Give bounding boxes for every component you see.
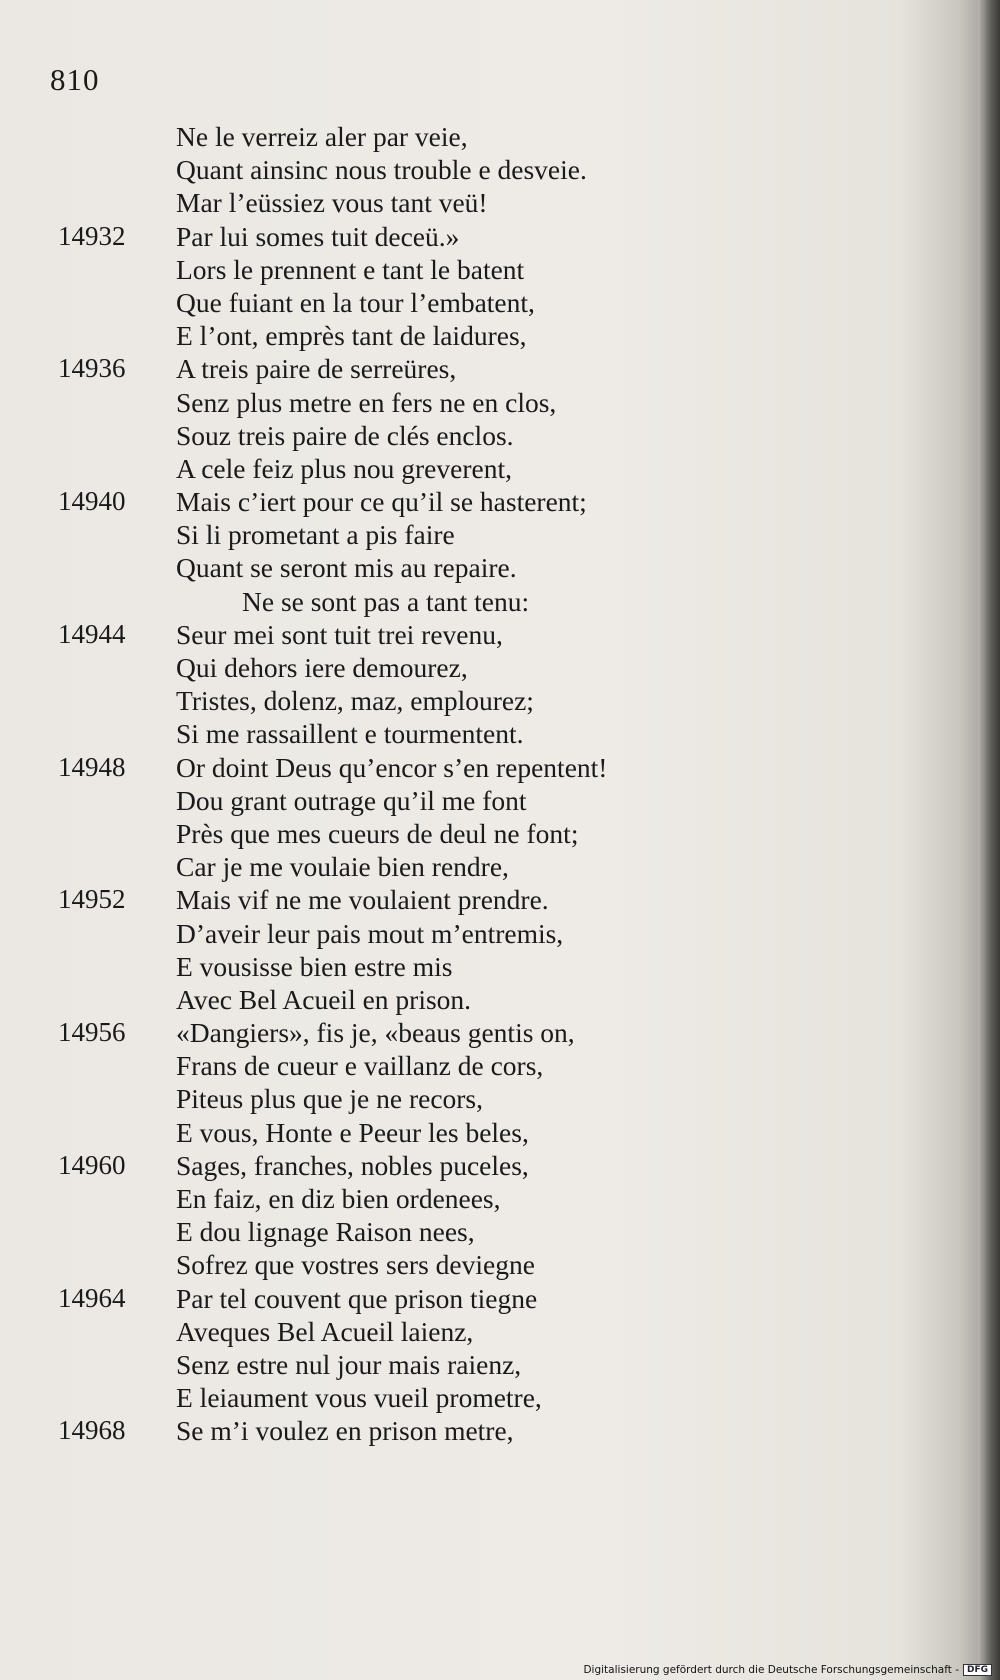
verse-text: Quant se seront mis au repaire.: [176, 552, 517, 584]
verse-text: Sages, franches, nobles puceles,: [176, 1149, 529, 1181]
verse-text: Avec Bel Acueil en prison.: [176, 983, 472, 1015]
verse-line: [0, 585, 960, 618]
verse-text: Par lui somes tuit deceü.»: [176, 220, 460, 252]
line-number: 14936: [58, 353, 126, 384]
verse-text: Or doint Deus qu’encor s’en repentent!: [176, 751, 608, 783]
verse-text: Seur mei sont tuit trei revenu,: [176, 618, 503, 650]
verse-line: [0, 153, 960, 186]
verse-line: [0, 1016, 960, 1049]
verse-line: [0, 120, 960, 153]
verse-line: [0, 485, 960, 518]
verse-text: A treis paire de serreüres,: [176, 353, 457, 385]
verse-text: Qui dehors iere demourez,: [176, 652, 468, 683]
line-number: 14952: [58, 884, 126, 915]
line-number: 14948: [58, 751, 126, 782]
verse-text: Aveques Bel Acueil laienz,: [176, 1315, 474, 1347]
verse-text: Dou grant outrage qu’il me font: [176, 784, 527, 816]
verse-text: Mar l’eüssiez vous tant veü!: [176, 187, 488, 219]
verse-line: [0, 1248, 960, 1281]
verse-line: [0, 1182, 960, 1215]
verse-text: D’aveir leur pais mout m’entremis,: [176, 917, 564, 949]
verse-line: [0, 651, 960, 684]
page-number: 810: [50, 62, 100, 97]
credit-text: Digitalisierung gefördert durch die Deutsche Forschungsgemeinschaft -: [583, 1664, 959, 1676]
verse-line: [0, 319, 960, 352]
verse-line: [0, 419, 960, 452]
verse-text: E l’ont, emprès tant de laidures,: [176, 320, 527, 352]
verse-text: Quant ainsinc nous trouble e desveie.: [176, 154, 587, 186]
verse-text: E leiaument vous vueil prometre,: [176, 1382, 542, 1414]
verse-text: Si me rassaillent e tourmentent.: [176, 718, 524, 750]
verse-line: [0, 1381, 960, 1414]
verse-text: A cele feiz plus nou greverent,: [176, 452, 512, 484]
verse-text: Si li prometant a pis faire: [176, 519, 455, 551]
verse-line: [0, 1149, 960, 1182]
verse-line: [0, 253, 960, 286]
verse-text: Car je me voulaie bien rendre,: [176, 851, 509, 883]
verse-text: E dou lignage Raison nees,: [176, 1216, 475, 1248]
page-edge-shadow: [978, 0, 1000, 1680]
dfg-logo: DFG: [963, 1664, 992, 1676]
verse-text: Mais vif ne me voulaient prendre.: [176, 884, 549, 916]
verse-line: [0, 684, 960, 717]
verse-text: Que fuiant en la tour l’embatent,: [176, 286, 535, 318]
verse-line: [0, 883, 960, 916]
verse-text: Lors le prennent e tant le batent: [176, 253, 525, 285]
verse-line: [0, 186, 960, 219]
line-number: 14960: [58, 1149, 126, 1180]
verse-line: [0, 1116, 960, 1149]
verse-line: [0, 1049, 960, 1082]
verse-line: [0, 917, 960, 950]
verse-text: Senz plus metre en fers ne en clos,: [176, 386, 557, 418]
line-number: 14940: [58, 486, 126, 517]
verse-line: [0, 518, 960, 551]
verse-text: En faiz, en diz bien ordenees,: [176, 1183, 501, 1214]
verse-line: [0, 850, 960, 883]
verse-line: [0, 551, 960, 584]
line-number: 14944: [58, 618, 126, 649]
verse-line: [0, 751, 960, 784]
verse-text: Ne se sont pas a tant tenu:: [242, 585, 530, 617]
verse-list: [0, 120, 960, 1448]
line-number: 14964: [58, 1282, 126, 1313]
verse-line: [0, 1348, 960, 1381]
verse-line: [0, 817, 960, 850]
verse-line: [0, 983, 960, 1016]
verse-text: Se m’i voulez en prison metre,: [176, 1415, 514, 1447]
verse-text: Souz treis paire de clés enclos.: [176, 419, 514, 451]
verse-text: E vousisse bien estre mis: [176, 950, 453, 982]
line-number: 14956: [58, 1017, 126, 1048]
verse-line: [0, 286, 960, 319]
verse-line: [0, 1215, 960, 1248]
verse-line: [0, 950, 960, 983]
digitization-credit: [583, 1664, 992, 1676]
verse-text: Tristes, dolenz, maz, emplourez;: [176, 685, 534, 717]
line-number: 14968: [58, 1415, 126, 1446]
verse-text: Près que mes cueurs de deul ne font;: [176, 817, 579, 849]
verse-line: [0, 1414, 960, 1447]
verse-line: [0, 352, 960, 385]
verse-text: Frans de cueur e vaillanz de cors,: [176, 1050, 544, 1082]
verse-text: Sofrez que vostres sers deviegne: [176, 1249, 535, 1281]
verse-line: [0, 386, 960, 419]
verse-line: [0, 1282, 960, 1315]
verse-line: [0, 452, 960, 485]
verse-line: [0, 717, 960, 750]
verse-text: «Dangiers», fis je, «beaus gentis on,: [176, 1017, 575, 1049]
verse-text: Senz estre nul jour mais raienz,: [176, 1348, 522, 1380]
line-number: 14932: [58, 220, 126, 251]
verse-text: Mais c’iert pour ce qu’il se hasterent;: [176, 486, 587, 518]
verse-line: [0, 618, 960, 651]
verse-line: [0, 1082, 960, 1115]
verse-line: [0, 220, 960, 253]
verse-text: E vous, Honte e Peeur les beles,: [176, 1116, 529, 1148]
verse-text: Piteus plus que je ne recors,: [176, 1083, 484, 1115]
verse-text: Par tel couvent que prison tiegne: [176, 1282, 538, 1314]
verse-text: Ne le verreiz aler par veie,: [176, 121, 468, 152]
verse-line: [0, 784, 960, 817]
verse-line: [0, 1315, 960, 1348]
